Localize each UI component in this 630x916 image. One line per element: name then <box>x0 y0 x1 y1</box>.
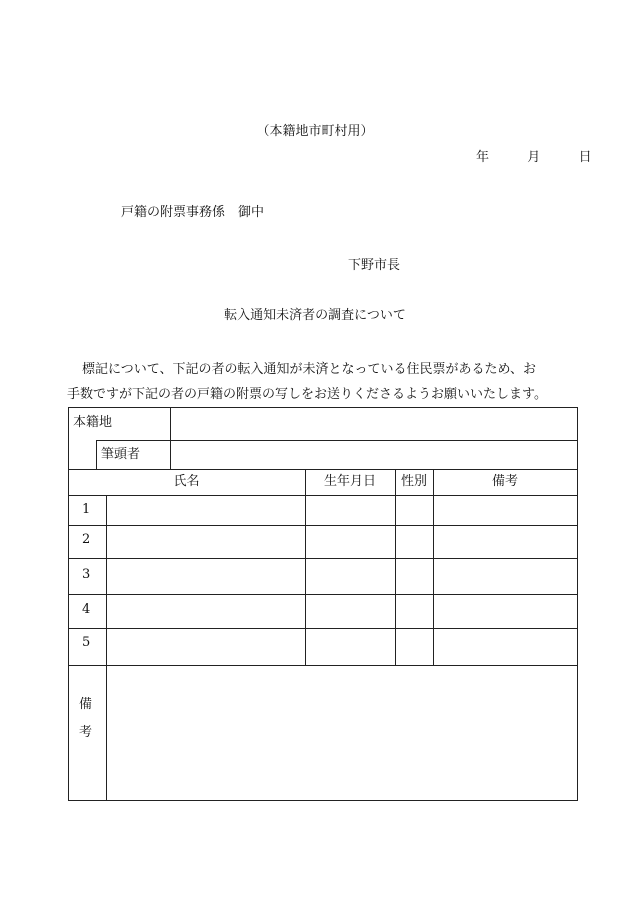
table-rule <box>68 558 578 559</box>
table-rule <box>106 495 107 800</box>
body-text-line-1: 標記について、下記の者の転入通知が未済となっている住民票があるため、お <box>82 362 536 377</box>
table-rule <box>96 440 578 441</box>
table-rule <box>68 665 578 666</box>
remarks-label-char1: 備 <box>79 697 93 712</box>
subject-line: 転入通知未済者の調査について <box>224 308 406 323</box>
table-border-left <box>68 407 69 801</box>
date-month-label: 月 <box>527 150 541 165</box>
table-rule <box>68 469 578 470</box>
body-text-line-2: 手数ですが下記の者の戸籍の附票の写しをお送りくださるようお願いいたします。 <box>67 387 547 402</box>
row-number: 3 <box>82 567 91 582</box>
table-rule <box>395 469 396 665</box>
table-rule <box>96 440 97 469</box>
table-border-top <box>68 407 578 408</box>
date-day-label: 日 <box>578 150 592 165</box>
table-rule <box>68 495 578 496</box>
remarks-label-char2: 考 <box>79 725 93 740</box>
row-number: 5 <box>82 635 91 650</box>
column-header-birthdate: 生年月日 <box>323 474 376 489</box>
table-rule <box>68 594 578 595</box>
table-rule <box>170 407 171 469</box>
honseki-label: 本籍地 <box>73 415 113 430</box>
row-number: 4 <box>82 602 91 617</box>
date-year-label: 年 <box>476 150 490 165</box>
table-rule <box>433 469 434 665</box>
sender: 下野市長 <box>348 258 401 273</box>
form-subtitle: （本籍地市町村用） <box>256 124 374 139</box>
table-border-bottom <box>68 800 578 801</box>
row-number: 1 <box>82 502 91 517</box>
row-number: 2 <box>82 532 91 547</box>
addressee: 戸籍の附票事務係 御中 <box>121 205 265 220</box>
hittousha-label: 筆頭者 <box>101 447 141 462</box>
column-header-sex: 性別 <box>400 474 427 489</box>
column-header-name: 氏名 <box>173 474 200 489</box>
date-line <box>476 150 592 166</box>
column-header-remarks: 備考 <box>491 474 518 489</box>
table-rule <box>305 469 306 665</box>
table-rule <box>68 628 578 629</box>
table-border-right <box>577 407 578 801</box>
table-rule <box>68 525 578 526</box>
